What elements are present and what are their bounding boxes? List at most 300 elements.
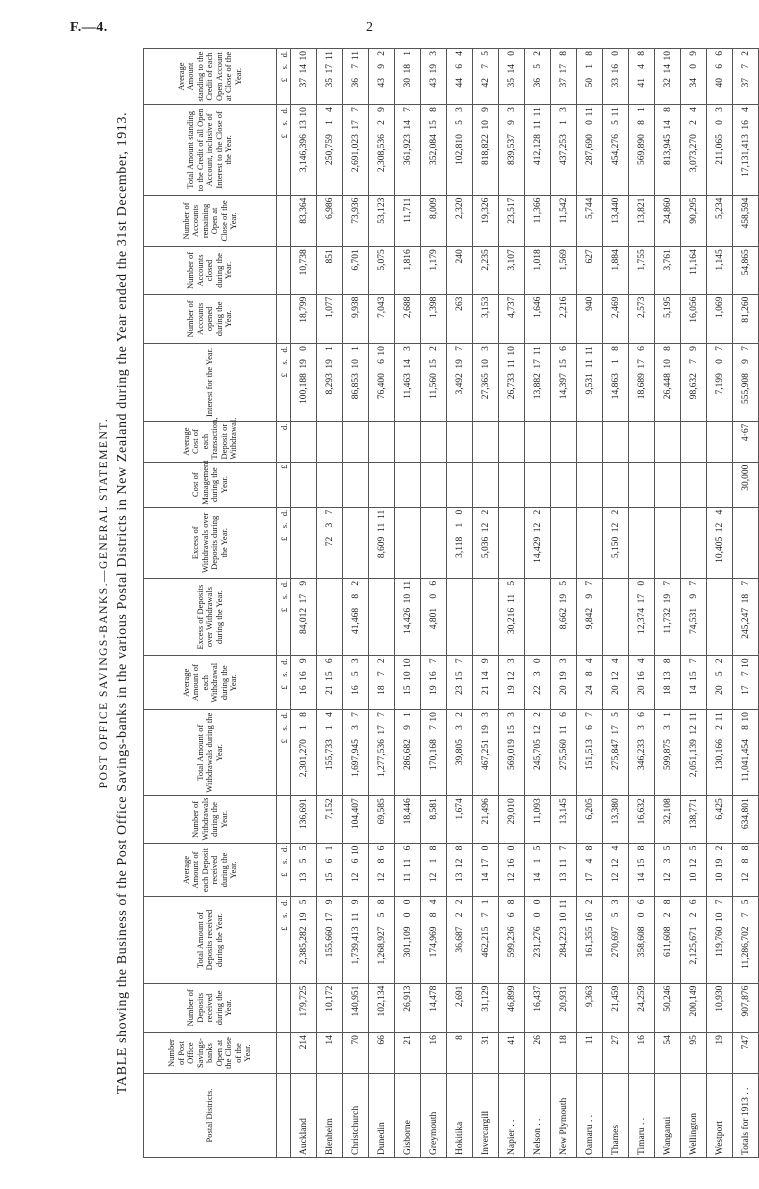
money-part: 467,251 [480, 739, 491, 771]
money-part: 11 [350, 912, 361, 922]
cost-cell [603, 462, 629, 507]
money-part: 11,041,454 [740, 739, 751, 782]
cost-cell [655, 462, 681, 507]
money-part: 7 [688, 580, 699, 586]
table-row [369, 49, 395, 1158]
wd-amt-cell [421, 710, 447, 796]
money-part: 119,760 [714, 926, 725, 958]
money-part: 3 [610, 899, 621, 905]
opened-cell: 4,737 [499, 294, 525, 344]
cost-cell [707, 462, 733, 507]
district-name: Wanganui [655, 1074, 681, 1158]
banks-cell: 21 [395, 1033, 421, 1074]
money-part: 8 [428, 107, 439, 112]
money-part: 818,822 [480, 134, 491, 166]
avg-cost-cell [369, 421, 395, 462]
money-part: 10 [506, 346, 517, 356]
money-part: 3,146,396 [298, 134, 309, 173]
money-part: 9 [740, 359, 751, 364]
excess-wd-cell [733, 507, 759, 578]
withdrawals-cell: 11,093 [525, 796, 551, 843]
column-header: Average Amount of each Deposit received during the Year. [144, 843, 277, 897]
money-part: 8,662 [558, 607, 569, 630]
money-part: 7 [454, 346, 465, 351]
money-part: d. [278, 107, 289, 114]
money-part: 8 [740, 725, 751, 730]
avg-cost-cell [577, 421, 603, 462]
avg-cost-cell [291, 421, 317, 462]
money-part: 11,286,702 [740, 926, 751, 969]
unit-cell [277, 983, 291, 1033]
credit-cell [473, 105, 499, 195]
excess-wd-cell [395, 507, 421, 578]
money-part: 8 [376, 899, 387, 905]
money-part: £ [278, 536, 289, 542]
withdrawals-cell: 7,152 [317, 796, 343, 843]
money-part: d. [278, 845, 289, 853]
dep-amt-cell [577, 897, 603, 983]
closed-cell: 54,865 [733, 247, 759, 294]
money-part: 7 [480, 64, 491, 69]
excess-wd-cell [629, 507, 655, 578]
money-part: 437,253 [558, 134, 569, 166]
credit-avg-cell [629, 49, 655, 105]
dep-avg-cell [395, 843, 421, 897]
money-part: 12 [610, 872, 621, 883]
money-part: 37 [558, 78, 569, 88]
column-header: Cost of Management during the Year. [144, 462, 277, 507]
money-part: 2 [376, 658, 387, 664]
credit-avg-cell [733, 49, 759, 105]
money-part: 270,697 [610, 926, 621, 958]
district-name: Greymouth [421, 1074, 447, 1158]
money-part: 0 [610, 51, 621, 56]
deposits-cell: 20,931 [551, 983, 577, 1033]
interest-cell [577, 344, 603, 422]
money-part: 11 [532, 346, 543, 356]
avg-cost-cell [525, 421, 551, 462]
money-part: 7 [376, 712, 387, 717]
opened-cell: 263 [447, 294, 473, 344]
credit-avg-cell [421, 49, 447, 105]
money-part: 0 [532, 899, 543, 905]
opened-cell: 3,153 [473, 294, 499, 344]
interest-cell [395, 344, 421, 422]
money-part: 5,150 [610, 536, 621, 559]
money-part: 15 [428, 359, 439, 369]
money-part: 12 [428, 872, 439, 883]
open-cell: 13,821 [629, 195, 655, 247]
deposits-cell: 2,691 [447, 983, 473, 1033]
opened-cell: 1,646 [525, 294, 551, 344]
money-part: 14 [688, 685, 699, 695]
money-part: 14 [402, 359, 413, 369]
interest-cell [551, 344, 577, 422]
credit-avg-cell [681, 49, 707, 105]
excess-dep-cell [707, 578, 733, 656]
dep-amt-cell [655, 897, 681, 983]
money-part: 19 [558, 593, 569, 604]
money-part: 170,168 [428, 739, 439, 771]
open-cell: 5,234 [707, 195, 733, 247]
money-part: 18,689 [636, 373, 647, 400]
money-part: 6 [558, 346, 569, 351]
credit-avg-cell [447, 49, 473, 105]
credit-cell [681, 105, 707, 195]
credit-cell [421, 105, 447, 195]
money-part: 7 [428, 658, 439, 664]
avg-cost-cell [681, 421, 707, 462]
money-part: 13 [298, 872, 309, 883]
money-part: 12 [740, 872, 751, 883]
wd-amt-cell [447, 710, 473, 796]
credit-avg-cell [577, 49, 603, 105]
money-part: 10 [402, 593, 413, 604]
money-part: 5 [454, 120, 465, 125]
money-part: d. [278, 899, 289, 906]
money-part: 11,732 [662, 607, 673, 634]
money-part: 16 [584, 912, 595, 922]
money-part: £ [278, 926, 289, 931]
money-part: 17 [532, 359, 543, 369]
money-part: 8 [298, 712, 309, 717]
money-part: 11 [558, 899, 569, 909]
money-part: 1,697,945 [350, 739, 361, 778]
money-part: 8,293 [324, 373, 335, 395]
money-part: 1 [480, 899, 491, 905]
money-part: 2 [688, 912, 699, 918]
cost-cell [551, 462, 577, 507]
money-part: 10 [402, 658, 413, 668]
money-part: 9 [376, 107, 387, 112]
money-part: 0 [532, 658, 543, 664]
money-part: 18 [740, 593, 751, 604]
money-part: 555,908 [740, 373, 751, 405]
page-number: 2 [366, 20, 373, 35]
credit-cell [577, 105, 603, 195]
money-part: 76,400 [376, 373, 387, 400]
table-body [277, 49, 759, 1158]
wd-amt-cell [681, 710, 707, 796]
credit-avg-cell [525, 49, 551, 105]
money-part: 9 [402, 725, 413, 730]
money-part: 17 [324, 64, 335, 74]
column-header: Excess of Deposits over Withdrawals during the Year. [144, 578, 277, 656]
money-part: 245,247 [740, 607, 751, 639]
money-part: 7 [480, 912, 491, 918]
table-row [421, 49, 447, 1158]
avg-cost-cell [395, 421, 421, 462]
money-part: d. [278, 580, 289, 588]
dep-amt-cell [499, 897, 525, 983]
money-part: 98,632 [688, 373, 699, 400]
money-part: 5 [610, 712, 621, 717]
dep-avg-cell [421, 843, 447, 897]
money-part: 6 [636, 346, 647, 351]
column-header: Total Amount of Deposits received during the Year. [144, 897, 277, 983]
money-part: 174,969 [428, 926, 439, 958]
money-part: 11 [376, 509, 387, 519]
money-part: 9 [376, 64, 387, 69]
banks-cell: 19 [707, 1033, 733, 1074]
excess-wd-cell [525, 507, 551, 578]
money-part: 8 [350, 593, 361, 599]
money-part: 17 [584, 872, 595, 883]
money-part: 50 [584, 78, 595, 88]
column-header: Average Amount standing to the Credit of each Open Account at Close of the Year. [144, 49, 277, 105]
money-part: 4 [714, 509, 725, 515]
opened-cell: 940 [577, 294, 603, 344]
money-part: 0 [714, 359, 725, 364]
open-cell: 24,860 [655, 195, 681, 247]
opened-cell: 18,799 [291, 294, 317, 344]
closed-cell: 1,179 [421, 247, 447, 294]
dep-amt-cell [681, 897, 707, 983]
money-part: 16 [610, 64, 621, 74]
credit-avg-cell [603, 49, 629, 105]
money-part: 9 [480, 107, 491, 112]
money-part: 8 [376, 858, 387, 864]
wd-amt-cell [499, 710, 525, 796]
unit-cell [277, 656, 291, 710]
cost-cell [343, 462, 369, 507]
district-name: Auckland [291, 1074, 317, 1158]
money-part: 7 [740, 580, 751, 586]
money-part: 17 [350, 120, 361, 130]
closed-cell: 11,164 [681, 247, 707, 294]
money-part: 2,051,139 [688, 739, 699, 778]
money-part: 839,537 [506, 134, 517, 166]
money-part: 0 [402, 912, 413, 918]
money-part: 21 [480, 685, 491, 695]
money-part: 43 [428, 78, 439, 88]
money-part: d. [278, 712, 289, 719]
table-row [317, 49, 343, 1158]
dep-avg-cell [447, 843, 473, 897]
unit-cell [277, 710, 291, 796]
money-part: 0 [428, 593, 439, 599]
wd-avg-cell [317, 656, 343, 710]
wd-amt-cell [343, 710, 369, 796]
closed-cell: 1,569 [551, 247, 577, 294]
avg-cost-cell [317, 421, 343, 462]
money-part: 11 [506, 359, 517, 369]
table-row [629, 49, 655, 1158]
deposits-cell: 26,913 [395, 983, 421, 1033]
money-part: 8 [584, 671, 595, 677]
money-part: 26,448 [662, 373, 673, 400]
dep-amt-cell [551, 897, 577, 983]
opened-cell: 2,688 [395, 294, 421, 344]
money-part: 286,682 [402, 739, 413, 771]
column-header: Total Amount standing to the Credit of all Open Account, inclusive of Interest to the Close of the Year. [144, 105, 277, 195]
money-part: 12 [506, 872, 517, 883]
credit-cell [447, 105, 473, 195]
money-part: 42 [480, 78, 491, 88]
money-part: 5 [480, 51, 491, 56]
money-part: 20 [714, 685, 725, 695]
money-part: 7 [662, 580, 673, 586]
money-part: 16 [740, 120, 751, 130]
district-name: Dunedin [369, 1074, 395, 1158]
money-part: 2 [376, 120, 387, 125]
money-part: 20 [558, 685, 569, 695]
open-cell: 23,517 [499, 195, 525, 247]
dep-avg-cell [525, 843, 551, 897]
money-part: 6 [584, 725, 595, 730]
money-part: 8 [662, 658, 673, 664]
opened-cell: 1,398 [421, 294, 447, 344]
money-part: 11 [688, 712, 699, 722]
open-cell: 11,542 [551, 195, 577, 247]
money-part: 12 [532, 522, 543, 533]
money-part: 8 [662, 899, 673, 905]
banks-cell: 41 [499, 1033, 525, 1074]
interest-cell [681, 344, 707, 422]
money-part: 4 [610, 658, 621, 664]
money-part: £ [278, 739, 289, 744]
district-name: Blenheim [317, 1074, 343, 1158]
money-part: 41,468 [350, 607, 361, 634]
money-part: 17 [324, 912, 335, 922]
money-part: 0 [454, 509, 465, 515]
money-part: 1 [532, 858, 543, 864]
column-header: Average Amount of each Withdrawal during the Year. [144, 656, 277, 710]
column-header: Interest for the Year. [144, 344, 277, 422]
credit-avg-cell [551, 49, 577, 105]
wd-avg-cell [551, 656, 577, 710]
district-name: Invercargill [473, 1074, 499, 1158]
money-part: 7 [376, 671, 387, 677]
money-part: 4 [324, 107, 335, 112]
money-part: 8 [610, 346, 621, 351]
wd-amt-cell [395, 710, 421, 796]
money-part: 11 [610, 107, 621, 117]
money-part: 12 [350, 872, 361, 883]
banks-cell: 31 [473, 1033, 499, 1074]
money-part: 2 [688, 120, 699, 125]
money-part: 611,608 [662, 926, 673, 958]
money-part: 1 [662, 712, 673, 717]
wd-avg-cell [577, 656, 603, 710]
money-part: 2,691,023 [350, 134, 361, 173]
money-part: 0 [688, 64, 699, 69]
banks-cell: 54 [655, 1033, 681, 1074]
money-part: 17 [480, 858, 491, 869]
cost-cell [525, 462, 551, 507]
table-header [144, 49, 277, 1158]
money-part: 275,847 [610, 739, 621, 771]
money-part: 1 [324, 120, 335, 125]
avg-cost-cell [707, 421, 733, 462]
interest-cell [707, 344, 733, 422]
money-part: 275,560 [558, 739, 569, 771]
money-part: 13 [454, 872, 465, 883]
interest-cell [369, 344, 395, 422]
money-part: 8 [584, 845, 595, 851]
money-part: 11 [584, 346, 595, 356]
credit-cell [733, 105, 759, 195]
money-part: 1 [324, 725, 335, 730]
money-part: 43 [376, 78, 387, 88]
withdrawals-cell: 136,691 [291, 796, 317, 843]
avg-cost-cell: 4·67 [733, 421, 759, 462]
unit-cell [277, 247, 291, 294]
money-part: 14,426 [402, 607, 413, 634]
money-part: 2 [376, 51, 387, 56]
wd-amt-cell [369, 710, 395, 796]
closed-cell: 3,107 [499, 247, 525, 294]
money-part: 16 [428, 671, 439, 681]
opened-cell: 1,077 [317, 294, 343, 344]
money-part: 14 [532, 872, 543, 883]
interest-cell [343, 344, 369, 422]
dep-amt-cell [369, 897, 395, 983]
open-cell: 11,711 [395, 195, 421, 247]
interest-cell [473, 344, 499, 422]
money-part: 5 [532, 64, 543, 69]
money-part: 10 [402, 671, 413, 681]
money-part: 10 [714, 912, 725, 922]
cost-cell [577, 462, 603, 507]
money-part: 211,065 [714, 134, 725, 165]
money-part: 599,875 [662, 739, 673, 771]
money-part: 4 [610, 845, 621, 851]
money-part: 10 [350, 359, 361, 369]
money-part: 9,842 [584, 607, 595, 630]
table-row [577, 49, 603, 1158]
money-part: 7 [324, 509, 335, 515]
deposits-cell: 50,246 [655, 983, 681, 1033]
column-header: Number of Accounts opened during the Year. [144, 294, 277, 344]
wd-avg-cell [707, 656, 733, 710]
money-part: 3 [506, 712, 517, 717]
withdrawals-cell: 13,380 [603, 796, 629, 843]
open-cell: 2,320 [447, 195, 473, 247]
money-part: 155,733 [324, 739, 335, 771]
money-part: 10 [558, 912, 569, 922]
district-name: Timaru . . [629, 1074, 655, 1158]
unit-cell [277, 1033, 291, 1074]
table-row [655, 49, 681, 1158]
money-part: 1 [402, 51, 413, 56]
money-part: 72 [324, 536, 335, 547]
withdrawals-cell: 6,205 [577, 796, 603, 843]
money-part: 15 [428, 120, 439, 130]
wd-avg-cell [603, 656, 629, 710]
deposits-cell: 10,930 [707, 983, 733, 1033]
money-part: 15 [636, 858, 647, 869]
wd-avg-cell [421, 656, 447, 710]
money-part: 11 [584, 359, 595, 369]
deposits-cell: 102,134 [369, 983, 395, 1033]
banks-cell: 26 [525, 1033, 551, 1074]
table-row [447, 49, 473, 1158]
money-part: 36 [532, 78, 543, 88]
dep-avg-cell [707, 843, 733, 897]
money-part: 3 [350, 658, 361, 664]
money-part: 13 [298, 120, 309, 130]
money-part: 3 [454, 725, 465, 730]
money-part: 4 [584, 858, 595, 864]
money-part: 10 [428, 712, 439, 722]
deposits-cell: 46,899 [499, 983, 525, 1033]
excess-wd-cell [473, 507, 499, 578]
excess-wd-cell [577, 507, 603, 578]
money-part: 7 [740, 671, 751, 677]
district-name: New Plymouth [551, 1074, 577, 1158]
money-part: s. [278, 522, 289, 529]
